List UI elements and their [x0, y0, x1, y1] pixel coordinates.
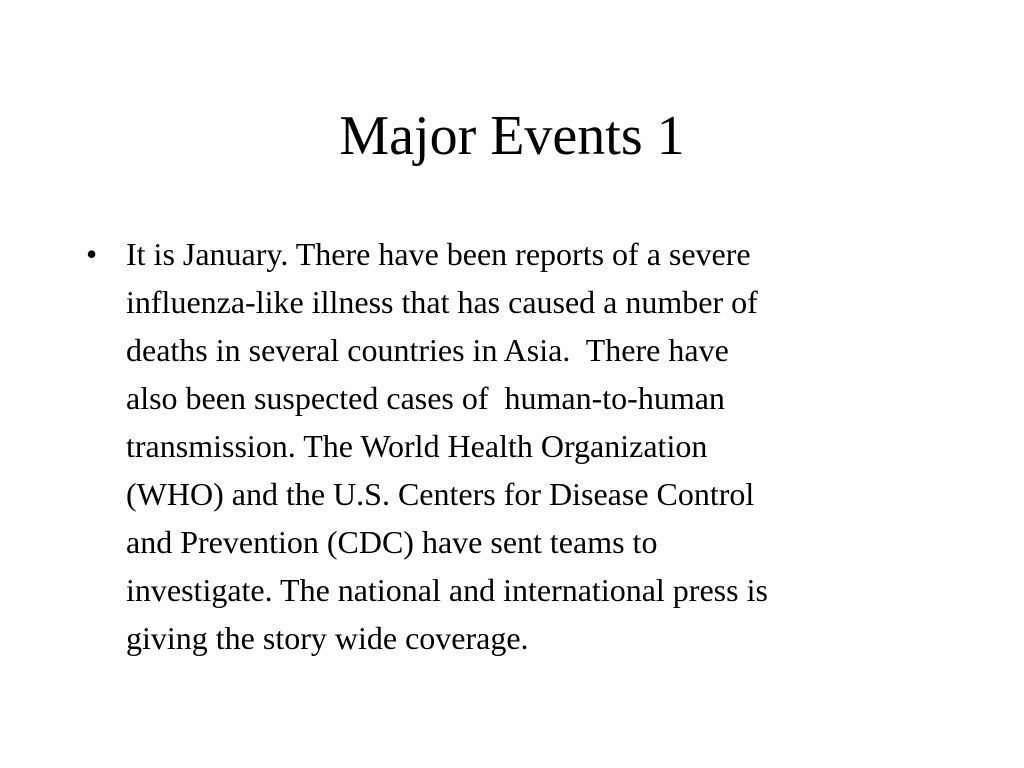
bullet-item: [84, 230, 944, 662]
bullet-line: deaths in several countries in Asia. There have: [126, 332, 729, 368]
slide-title: Major Events 1: [339, 105, 685, 167]
bullet-line: transmission. The World Health Organization: [126, 428, 708, 464]
bullet-list: [84, 230, 944, 662]
bullet-marker: •: [86, 236, 98, 272]
bullet-line: investigate. The national and international press is: [126, 572, 768, 608]
bullet-line: giving the story wide coverage.: [126, 620, 529, 656]
bullet-line: influenza-like illness that has caused a number of: [126, 284, 758, 320]
bullet-line: It is January. There have been reports of a severe: [126, 236, 751, 272]
bullet-line: also been suspected cases of human-to-human: [126, 380, 725, 416]
bullet-line: and Prevention (CDC) have sent teams to: [126, 524, 658, 560]
bullet-line: (WHO) and the U.S. Centers for Disease Control: [126, 476, 755, 512]
